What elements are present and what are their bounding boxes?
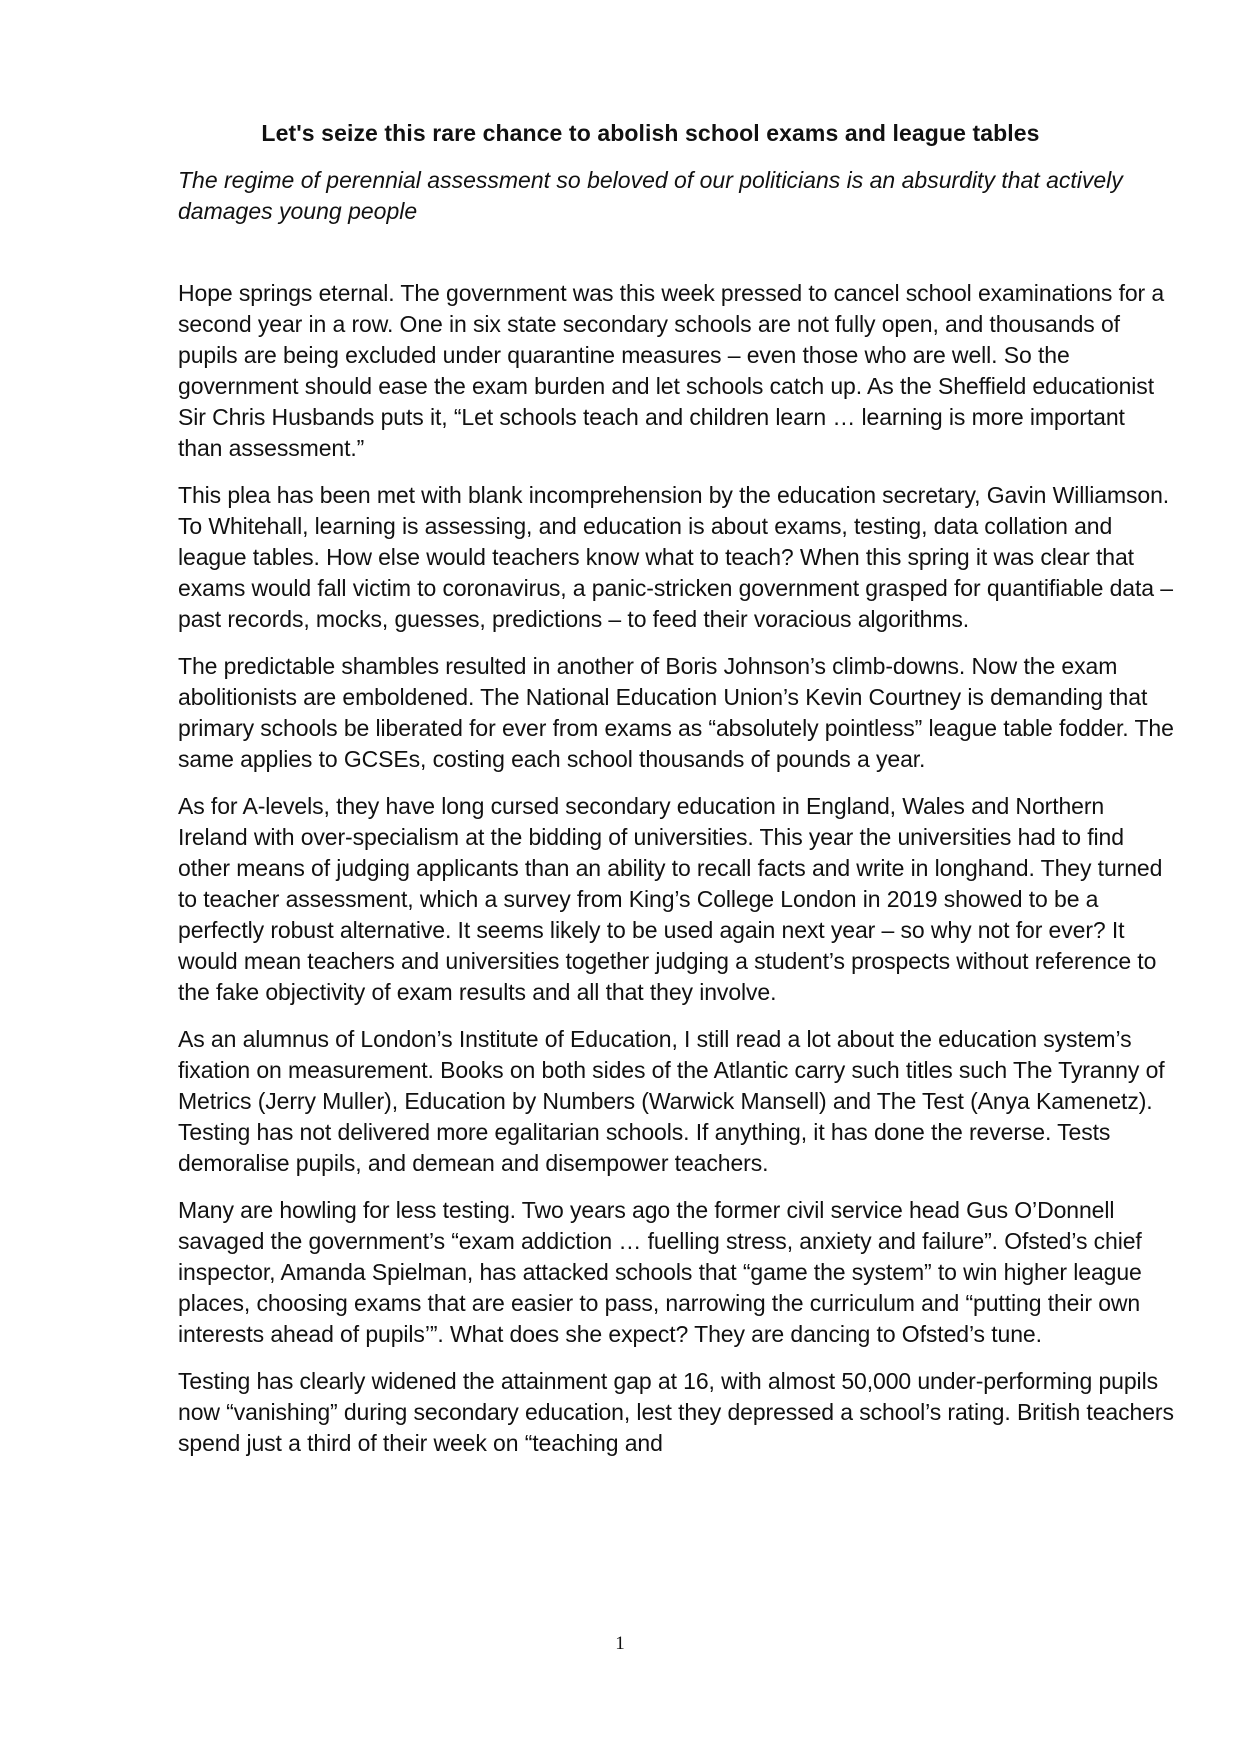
paragraph: Many are howling for less testing. Two years ago the former civil service head Gus O’Donnell savaged the government’s “exam addiction … fuelling stress, anxiety and failure”. Ofsted’s chief inspector, Amanda Spielman, has attacked schools that “game the system” to win higher league places, choosing exams that are easier to pass, narrowing the curriculum and “putting their own interests ahead of pupils’”. What does she expect? They are dancing to Ofsted’s tune. xyxy=(178,1197,1142,1347)
page-number: 1 xyxy=(615,1633,625,1654)
paragraph: The predictable shambles resulted in another of Boris Johnson’s climb-downs. Now the exam abolitionists are emboldened. The National Education Union’s Kevin Courtney is demanding that primary schools be liberated for ever from exams as “absolutely pointless” league table fodder. The same applies to GCSEs, costing each school thousands of pounds a year. xyxy=(178,653,1174,772)
paragraph: This plea has been met with blank incomprehension by the education secretary, Gavin Williamson. To Whitehall, learning is assessing, and education is about exams, testing, data collation and league tables. How else would teachers know what to teach? When this spring it was clear that exams would fall victim to coronavirus, a panic-stricken government grasped for quantifiable data – past records, mocks, guesses, predictions – to feed their voracious algorithms. xyxy=(178,482,1173,632)
article-title: Let's seize this rare chance to abolish school exams and league tables xyxy=(261,120,1040,146)
article-body xyxy=(178,278,1174,1475)
article-subtitle: The regime of perennial assessment so beloved of our politicians is an absurdity that actively damages young people xyxy=(178,167,1123,224)
paragraph: Testing has clearly widened the attainment gap at 16, with almost 50,000 under-performing pupils now “vanishing” during secondary education, lest they depressed a school’s rating. British teachers spend just a third of their week on “teaching and xyxy=(178,1368,1174,1456)
paragraph: Hope springs eternal. The government was this week pressed to cancel school examinations for a second year in a row. One in six state secondary schools are not fully open, and thousands of pupils are being excluded under quarantine measures – even those who are well. So the government should ease the exam burden and let schools catch up. As the Sheffield educationist Sir Chris Husbands puts it, “Let schools teach and children learn … learning is more important than assessment.” xyxy=(178,280,1165,461)
paragraph: As an alumnus of London’s Institute of Education, I still read a lot about the education system’s fixation on measurement. Books on both sides of the Atlantic carry such titles such The Tyranny of Metrics (Jerry Muller), Education by Numbers (Warwick Mansell) and The Test (Anya Kamenetz). Testing has not delivered more egalitarian schools. If anything, it has done the reverse. Tests demoralise pupils, and demean and disempower teachers. xyxy=(178,1026,1165,1176)
paragraph: As for A-levels, they have long cursed secondary education in England, Wales and Northern Ireland with over-specialism at the bidding of universities. This year the universities had to find other means of judging applicants than an ability to recall facts and write in longhand. They turned to teacher assessment, which a survey from King’s College London in 2019 showed to be a perfectly robust alternative. It seems likely to be used again next year – so why not for ever? It would mean teachers and universities together judging a student’s prospects without reference to the fake objectivity of exam results and all that they involve. xyxy=(178,793,1163,1005)
